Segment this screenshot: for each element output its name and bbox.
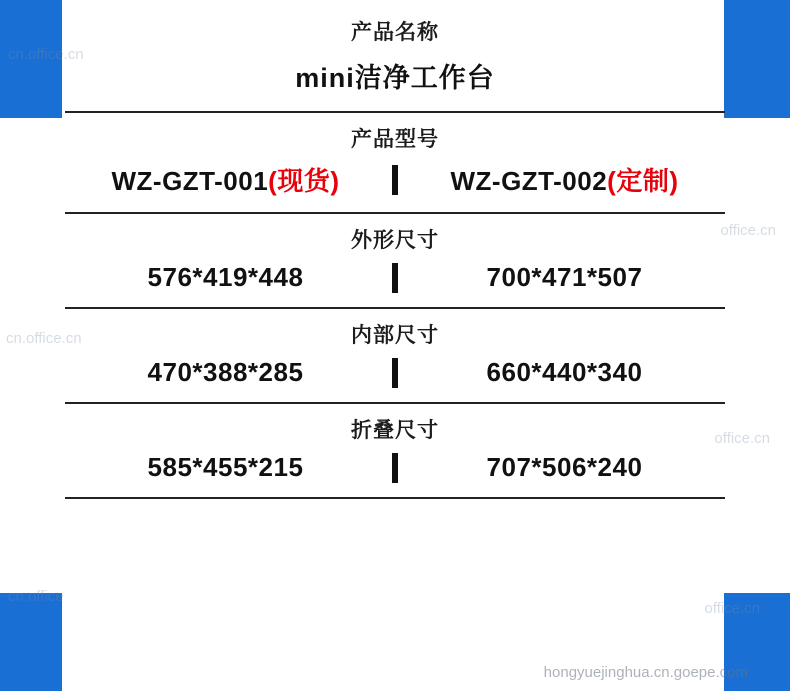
spec-row-folded-dimensions [65, 404, 725, 497]
spec-row-outer-dimensions [65, 214, 725, 307]
row-label: 产品名称 [351, 21, 439, 44]
column-divider [392, 358, 398, 388]
watermark: office.cn [704, 600, 760, 617]
spec-row-model [65, 113, 725, 212]
watermark: cn.office.cn [6, 330, 82, 347]
column-divider [392, 453, 398, 483]
watermark: cn.office [8, 588, 64, 605]
row-value-right: 660*440*340 [486, 357, 643, 387]
row-value-left [65, 161, 386, 198]
row-divider [65, 497, 725, 499]
row-values [65, 159, 725, 212]
watermark: office.cn [714, 430, 770, 447]
row-value-right: 700*471*507 [486, 262, 643, 292]
column-divider [392, 165, 398, 195]
watermark: office.cn [720, 222, 776, 239]
decorative-corner-top-left [0, 0, 62, 118]
model-left-note: (现货) [268, 166, 340, 196]
row-label: 外形尺寸 [351, 229, 439, 252]
row-label: 产品型号 [351, 128, 439, 151]
row-label: 折叠尺寸 [351, 419, 439, 442]
spec-row-product-name [65, 6, 725, 111]
decorative-corner-top-right [724, 0, 790, 118]
model-left-main: WZ-GZT-001 [111, 166, 269, 196]
watermark: cn.office.cn [8, 46, 84, 63]
decorative-corner-bottom-left [0, 593, 62, 691]
row-value-left: 585*455*215 [147, 452, 304, 482]
model-right-note: (定制) [607, 166, 679, 196]
spec-row-inner-dimensions [65, 309, 725, 402]
model-right-main: WZ-GZT-002 [450, 166, 608, 196]
row-values [65, 450, 725, 497]
row-value-right: 707*506*240 [486, 452, 643, 482]
spec-table [65, 0, 725, 499]
column-divider [392, 263, 398, 293]
row-value-left: 576*419*448 [147, 262, 304, 292]
row-value-left: 470*388*285 [147, 357, 304, 387]
row-label: 内部尺寸 [351, 324, 439, 347]
row-values [65, 260, 725, 307]
source-watermark: hongyuejinghua.cn.goepe.com [543, 664, 748, 681]
row-values [65, 355, 725, 402]
row-value: mini洁净工作台 [295, 63, 495, 93]
row-value-right [404, 161, 725, 198]
